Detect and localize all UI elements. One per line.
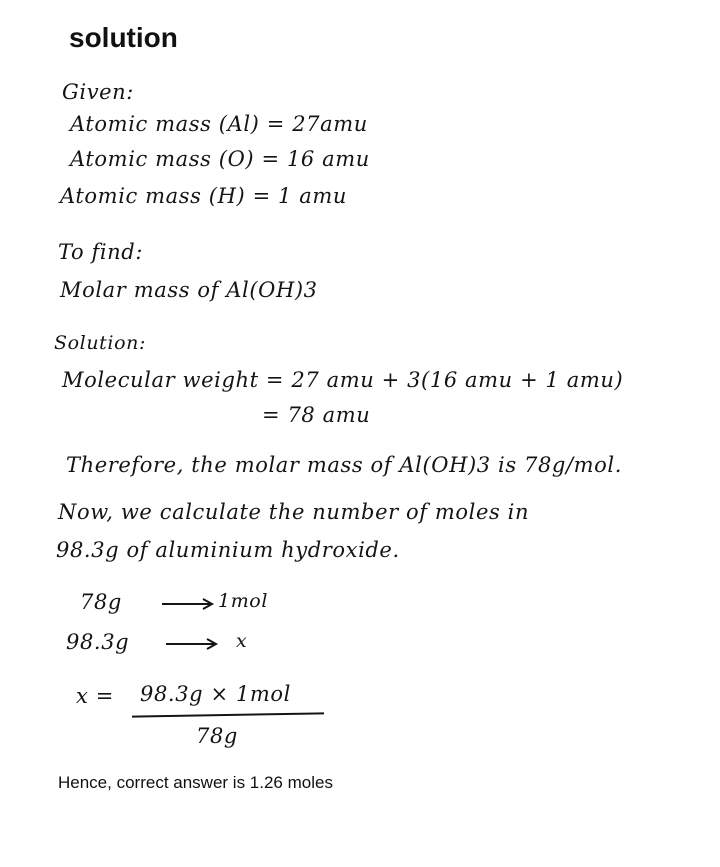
to-find-label: To find: <box>58 240 144 264</box>
final-answer: Hence, correct answer is 1.26 moles <box>58 773 333 792</box>
to-find-line: Molar mass of Al(OH)3 <box>60 278 318 302</box>
given-label: Given: <box>62 80 134 104</box>
x-equals: x = <box>76 684 114 708</box>
right-arrow-icon <box>164 636 220 652</box>
solution-label: Solution: <box>54 332 146 354</box>
fraction-numerator: 98.3g × 1mol <box>140 682 291 706</box>
given-line-oxygen: Atomic mass (O) = 16 amu <box>70 147 370 171</box>
proportion-left-1: 78g <box>80 590 122 614</box>
molecular-weight-line: Molecular weight = 27 amu + 3(16 amu + 1 amu) <box>62 368 624 392</box>
fraction-line <box>132 712 324 717</box>
proportion-right-1: 1mol <box>218 590 269 612</box>
therefore-line: Therefore, the molar mass of Al(OH)3 is 78g/mol. <box>66 453 622 477</box>
proportion-left-2: 98.3g <box>66 630 130 654</box>
proportion-right-2: x <box>236 630 248 652</box>
now-line-2: 98.3g of aluminium hydroxide. <box>56 538 400 562</box>
given-line-aluminium: Atomic mass (Al) = 27amu <box>70 112 368 136</box>
given-line-hydrogen: Atomic mass (H) = 1 amu <box>60 184 348 208</box>
fraction-denominator: 78g <box>196 724 238 748</box>
now-line-1: Now, we calculate the number of moles in <box>58 500 530 524</box>
molecular-weight-result: = 78 amu <box>262 403 371 427</box>
page-title: solution <box>69 22 178 53</box>
right-arrow-icon <box>160 596 216 612</box>
